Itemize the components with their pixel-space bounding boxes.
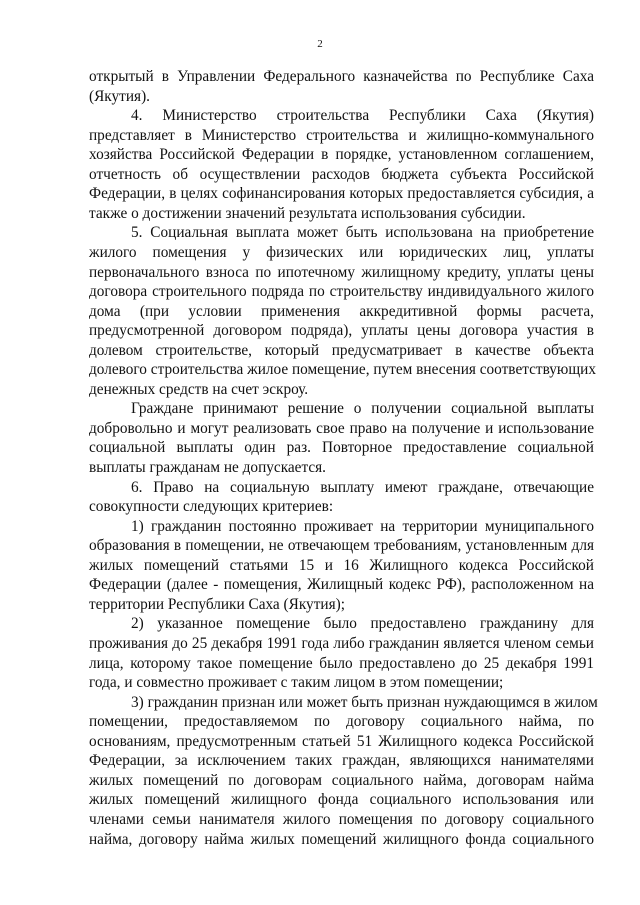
text-line: Граждане принимают решение о получении социальной выплаты xyxy=(131,400,594,418)
text-line: жилых помещений статьями 15 и 16 Жилищного кодекса Российской xyxy=(89,556,594,574)
text-line: предусмотренной договором подряда), уплаты цены договора участия в xyxy=(89,322,594,340)
text-line: основаниям, предусмотренным статьей 51 Жилищного кодекса Российской xyxy=(89,732,594,750)
text-line: 6. Право на социальную выплату имеют граждане, отвечающие xyxy=(131,478,594,496)
text-line: лица, которому такое помещение было предоставлено до 25 декабря 1991 xyxy=(89,654,594,672)
page-number: 2 xyxy=(317,38,323,50)
text-line: (Якутия). xyxy=(89,87,150,105)
text-line: совокупности следующих критериев: xyxy=(89,498,334,516)
text-line: дома (при условии применения аккредитивной формы расчета, xyxy=(89,302,594,320)
text-line: членами семьи нанимателя жилого помещения по договору социального xyxy=(89,810,594,828)
text-line: Федерации, в целях софинансирования которых предоставляется субсидия, а xyxy=(89,185,594,203)
text-line: помещении, предоставляемом по договору социального найма, по xyxy=(89,713,594,731)
text-line: отчетность об осуществлении расходов бюджета субъекта Российской xyxy=(89,165,594,183)
text-line: территории Республики Саха (Якутия); xyxy=(89,595,345,613)
text-line: долевого строительства жилое помещение, путем внесения соответствующих xyxy=(89,361,596,379)
text-line: долевом строительстве, который предусматривает в качестве объекта xyxy=(89,341,594,359)
text-line: проживания до 25 декабря 1991 года либо гражданин является членом семьи xyxy=(89,635,594,652)
text-line: представляет в Министерство строительства и жилищно-коммунального xyxy=(89,126,594,144)
text-line: договора строительного подряда по строительству индивидуального жилого xyxy=(89,283,594,301)
text-line: образования в помещении, не отвечающем требованиям, установленным для xyxy=(89,537,594,555)
text-line: жилых помещений жилищного фонда социального использования или xyxy=(89,791,594,809)
text-line: 3) гражданин признан или может быть признан нуждающимся в жилом xyxy=(131,693,598,711)
text-line: Федерации (далее - помещения, Жилищный кодекс РФ), расположенном на xyxy=(89,576,594,594)
text-line: 2) указанное помещение было предоставлено гражданину для xyxy=(131,615,594,633)
text-line: добровольно и могут реализовать свое право на получение и использование xyxy=(89,419,594,437)
text-line: первоначального взноса по ипотечному жилищному кредиту, уплаты цены xyxy=(89,263,594,281)
text-line: найма, договору найма жилых помещений жилищного фонда социального xyxy=(89,830,594,848)
text-line: хозяйства Российской Федерации в порядке, установленном соглашением, xyxy=(89,146,594,164)
text-line: выплаты гражданам не допускается. xyxy=(89,459,326,476)
text-line: жилых помещений по договорам социального найма, договорам найма xyxy=(89,771,594,789)
text-line: Федерации, за исключением таких граждан, являющихся нанимателями xyxy=(89,752,594,770)
text-line: 5. Социальная выплата может быть использована на приобретение xyxy=(131,224,594,242)
text-line: жилого помещения у физических или юридических лиц, уплаты xyxy=(89,244,594,261)
text-line: социальной выплаты один раз. Повторное предоставление социальной xyxy=(89,439,594,457)
text-line: также о достижении значений результата использования субсидии. xyxy=(89,204,526,222)
text-line: 4. Министерство строительства Республики Саха (Якутия) xyxy=(131,107,594,125)
text-line: открытый в Управлении Федерального казначейства по Республике Саха xyxy=(89,68,594,85)
text-line: 1) гражданин постоянно проживает на территории муниципального xyxy=(131,517,594,535)
text-line: года, и совместно проживает с таким лицом в этом помещении; xyxy=(89,674,504,692)
text-line: денежных средств на счет эскроу. xyxy=(89,380,309,398)
